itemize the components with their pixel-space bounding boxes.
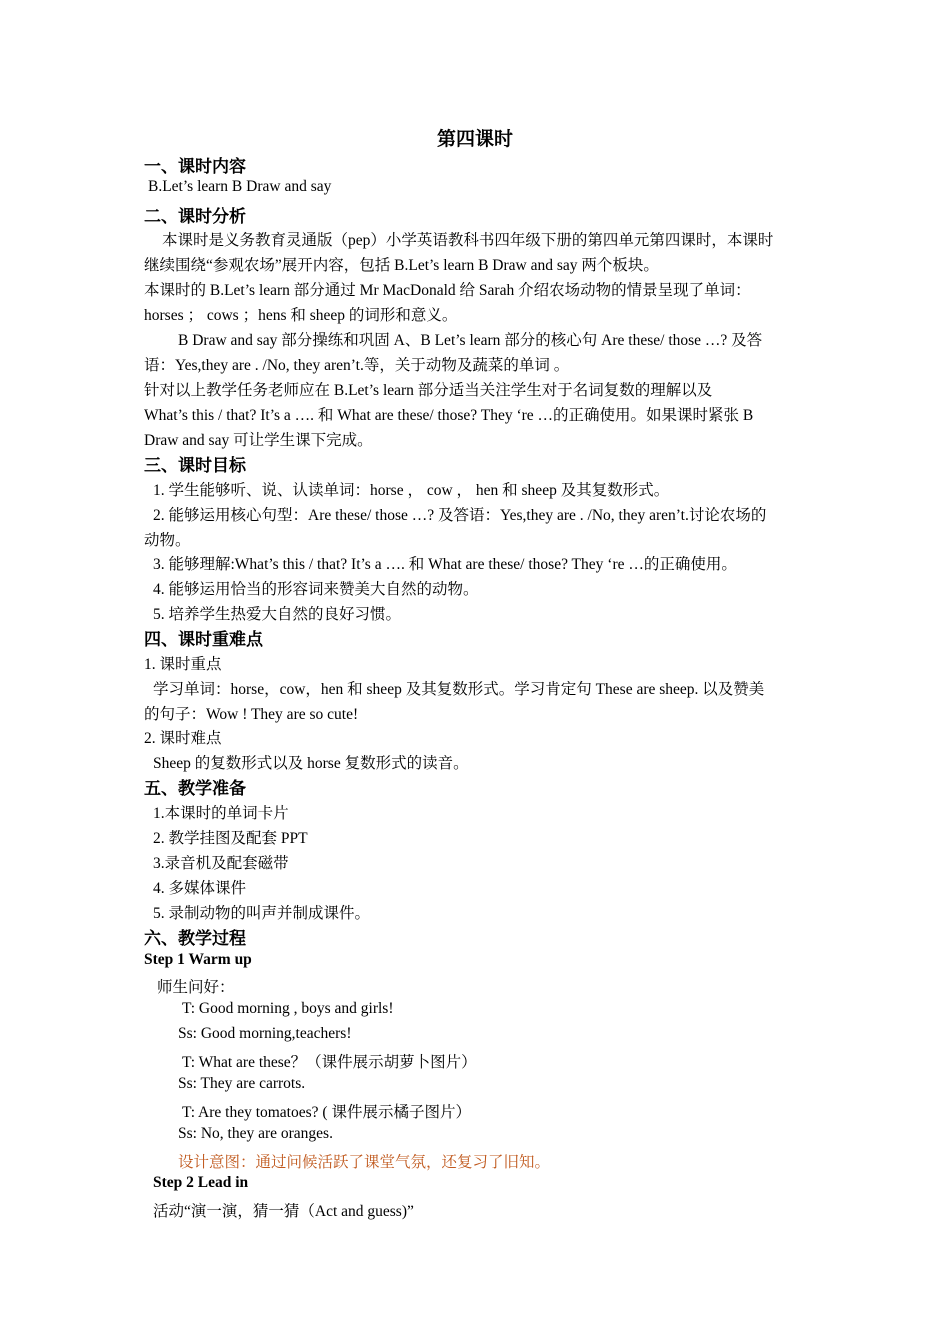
design-intent-note: 设计意图：通过问候活跃了课堂气氛，还复习了旧知。	[178, 1154, 551, 1171]
goal-line: 动物。	[144, 532, 191, 549]
dialog-line: T: Are they tomatoes? ( 课件展示橘子图片）	[182, 1104, 471, 1121]
preparation-line: 4. 多媒体课件	[153, 880, 247, 897]
analysis-line: Draw and say 可让学生课下完成。	[144, 432, 373, 449]
key-point-line: 的句子：Wow ! They are so cute!	[144, 706, 359, 723]
analysis-line: What’s this / that? It’s a …. 和 What are these/ those? They ‘re …的正确使用。如果课时紧张 B	[144, 407, 754, 424]
analysis-line: B Draw and say 部分操练和巩固 A、B Let’s learn 部分的核心句 Are these/ those …? 及答	[178, 332, 763, 349]
greeting-label: 师生问好：	[157, 979, 235, 996]
section-heading-analysis: 二、课时分析	[144, 207, 246, 227]
dialog-line: T: What are these？（课件展示胡萝卜图片）	[182, 1054, 477, 1071]
analysis-line: 针对以上教学任务老师应在 B.Let’s learn 部分适当关注学生对于名词复数的理解以及	[144, 382, 713, 399]
activity-line: 活动“演一演，猜一猜（Act and guess)”	[153, 1203, 414, 1220]
analysis-line: horses ； cows ；hens 和 sheep 的词形和意义。	[144, 307, 458, 324]
dialog-line: Ss: Good morning,teachers!	[178, 1025, 352, 1042]
preparation-line: 5. 录制动物的叫声并制成课件。	[153, 905, 371, 922]
key-point-line: 1. 课时重点	[144, 656, 222, 673]
goal-line: 2. 能够运用核心句型：Are these/ those …? 及答语：Yes,they are . /No, they aren’t.讨论农场的	[153, 507, 767, 524]
analysis-line: 本课时的 B.Let’s learn 部分通过 Mr MacDonald 给 Sarah 介绍农场动物的情景呈现了单词：	[144, 282, 751, 299]
step-1-heading: Step 1 Warm up	[144, 951, 252, 968]
goal-line: 4. 能够运用恰当的形容词来赞美大自然的动物。	[153, 581, 479, 598]
page-title: 第四课时	[436, 128, 513, 150]
key-point-line: Sheep 的复数形式以及 horse 复数形式的读音。	[153, 755, 469, 772]
key-point-line: 学习单词：horse，cow，hen 和 sheep 及其复数形式。学习肯定句 These are sheep. 以及赞美	[153, 681, 765, 698]
step-2-heading: Step 2 Lead in	[153, 1174, 249, 1191]
preparation-line: 3.录音机及配套磁带	[153, 855, 289, 872]
key-point-line: 2. 课时难点	[144, 730, 222, 747]
analysis-line: 语：Yes,they are . /No, they aren’t.等，关于动物及蔬菜的单词 。	[144, 357, 570, 374]
section-heading-process: 六、教学过程	[144, 929, 246, 949]
goal-line: 1. 学生能够听、说、认读单词：horse ， cow ， hen 和 sheep 及其复数形式。	[153, 482, 670, 499]
section-content-text: B.Let’s learn B Draw and say	[148, 178, 332, 195]
goal-line: 5. 培养学生热爱大自然的良好习惯。	[153, 606, 402, 623]
section-heading-key-points: 四、课时重难点	[144, 630, 263, 650]
section-heading-goals: 三、课时目标	[144, 456, 246, 476]
preparation-line: 1.本课时的单词卡片	[153, 805, 289, 822]
dialog-line: T: Good morning , boys and girls!	[182, 1000, 394, 1017]
preparation-line: 2. 教学挂图及配套 PPT	[153, 830, 308, 847]
dialog-line: Ss: No, they are oranges.	[178, 1125, 333, 1142]
section-heading-content: 一、课时内容	[144, 157, 246, 177]
dialog-line: Ss: They are carrots.	[178, 1075, 306, 1092]
analysis-line: 继续围绕“参观农场”展开内容，包括 B.Let’s learn B Draw and say 两个板块。	[144, 257, 659, 274]
analysis-line: 本课时是义务教育灵通版（pep）小学英语教科书四年级下册的第四单元第四课时，本课时	[162, 232, 774, 249]
goal-line: 3. 能够理解:What’s this / that? It’s a …. 和 What are these/ those? They ‘re …的正确使用。	[153, 556, 737, 573]
section-heading-preparation: 五、教学准备	[144, 779, 246, 799]
